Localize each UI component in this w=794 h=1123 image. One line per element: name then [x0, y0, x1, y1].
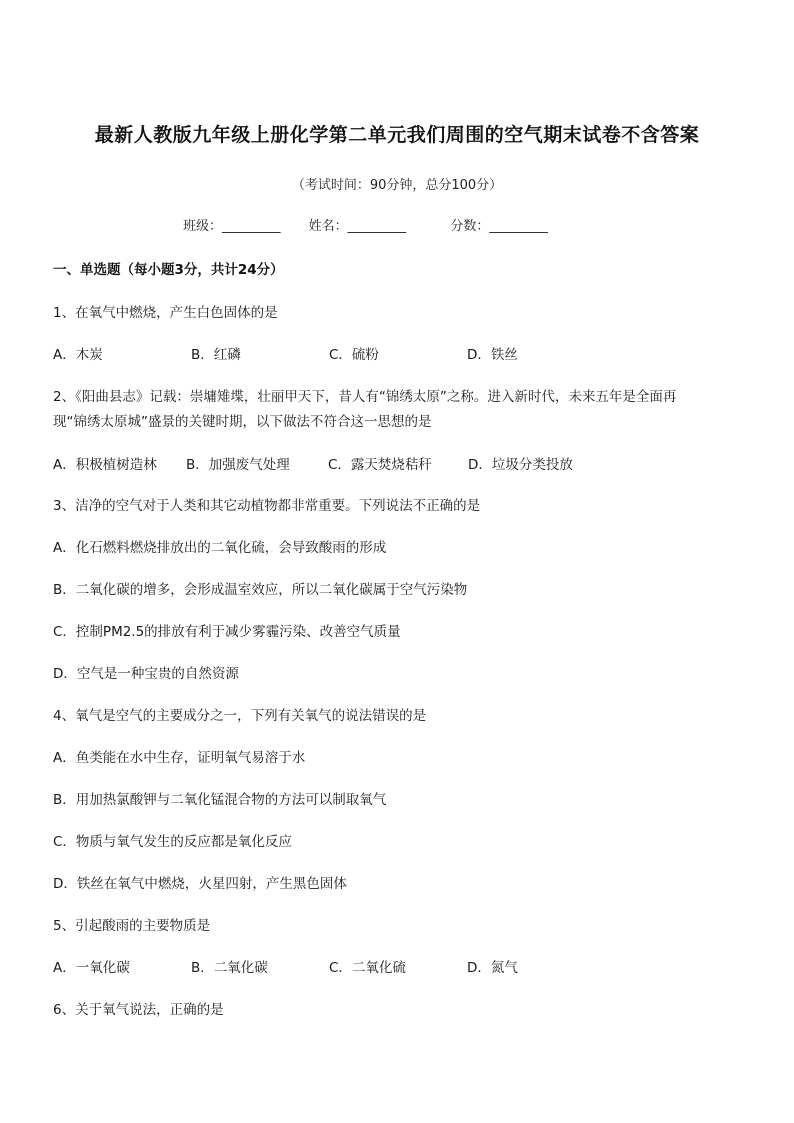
question-2-option-d: D．垃圾分类投放	[468, 457, 573, 473]
question-4-option-a: A．鱼类能在水中生存，证明氧气易溶于水	[53, 750, 306, 766]
question-5-option-d: D．氮气	[467, 960, 518, 976]
question-1-option-a: A．木炭	[53, 347, 103, 363]
question-5-stem: 5、引起酸雨的主要物质是	[53, 918, 211, 934]
question-1-stem: 1、在氧气中燃烧，产生白色固体的是	[53, 305, 278, 321]
question-4-option-c: C．物质与氧气发生的反应都是氧化反应	[53, 834, 292, 850]
question-1-option-b: B．红磷	[191, 347, 241, 363]
question-2-option-a: A．积极植树造林	[53, 457, 157, 473]
question-2-stem-line-1: 2、《阳曲县志》记载：崇墉雉堞，壮丽甲天下，昔人有“锦绣太原”之称。进入新时代，未来五年是全面再	[53, 389, 677, 405]
question-6-stem: 6、关于氧气说法，正确的是	[53, 1002, 224, 1018]
question-3-option-b: B．二氧化碳的增多，会形成温室效应，所以二氧化碳属于空气污染物	[53, 582, 468, 598]
question-4-option-d: D．铁丝在氧气中燃烧，火星四射，产生黑色固体	[53, 876, 347, 892]
question-4-option-b: B．用加热氯酸钾与二氧化锰混合物的方法可以制取氧气	[53, 792, 387, 808]
question-5-option-a: A．一氧化碳	[53, 960, 130, 976]
question-2-option-c: C．露天焚烧秸秆	[328, 457, 432, 473]
question-3-stem: 3、洁净的空气对于人类和其它动植物都非常重要。下列说法不正确的是	[53, 498, 481, 514]
question-3-option-d: D．空气是一种宝贵的自然资源	[53, 666, 239, 682]
exam-title: 最新人教版九年级上册化学第二单元我们周围的空气期末试卷不含答案	[94, 124, 700, 146]
score-field: 分数：_________	[450, 219, 548, 234]
question-5-option-b: B．二氧化碳	[191, 960, 268, 976]
question-1-option-c: C．硫粉	[329, 347, 379, 363]
question-1-option-d: D．铁丝	[467, 347, 518, 363]
student-info-row	[183, 215, 548, 234]
class-field: 班级：_________	[183, 219, 281, 234]
section-heading: 一、单选题（每小题3分，共计24分）	[53, 262, 284, 278]
question-2-stem-line-2: 现“锦绣太原城”盛景的关键时期，以下做法不符合这一思想的是	[53, 414, 432, 430]
question-5-option-c: C．二氧化硫	[329, 960, 406, 976]
exam-subtitle: （考试时间：90分钟，总分100分）	[291, 178, 503, 193]
question-2-option-b: B．加强废气处理	[186, 457, 290, 473]
name-field: 姓名：_________	[308, 219, 407, 234]
question-3-option-c: C．控制PM2.5的排放有利于减少雾霾污染、改善空气质量	[53, 624, 401, 640]
question-4-stem: 4、氧气是空气的主要成分之一，下列有关氧气的说法错误的是	[53, 708, 427, 724]
question-3-option-a: A．化石燃料燃烧排放出的二氧化硫，会导致酸雨的形成	[53, 540, 387, 556]
